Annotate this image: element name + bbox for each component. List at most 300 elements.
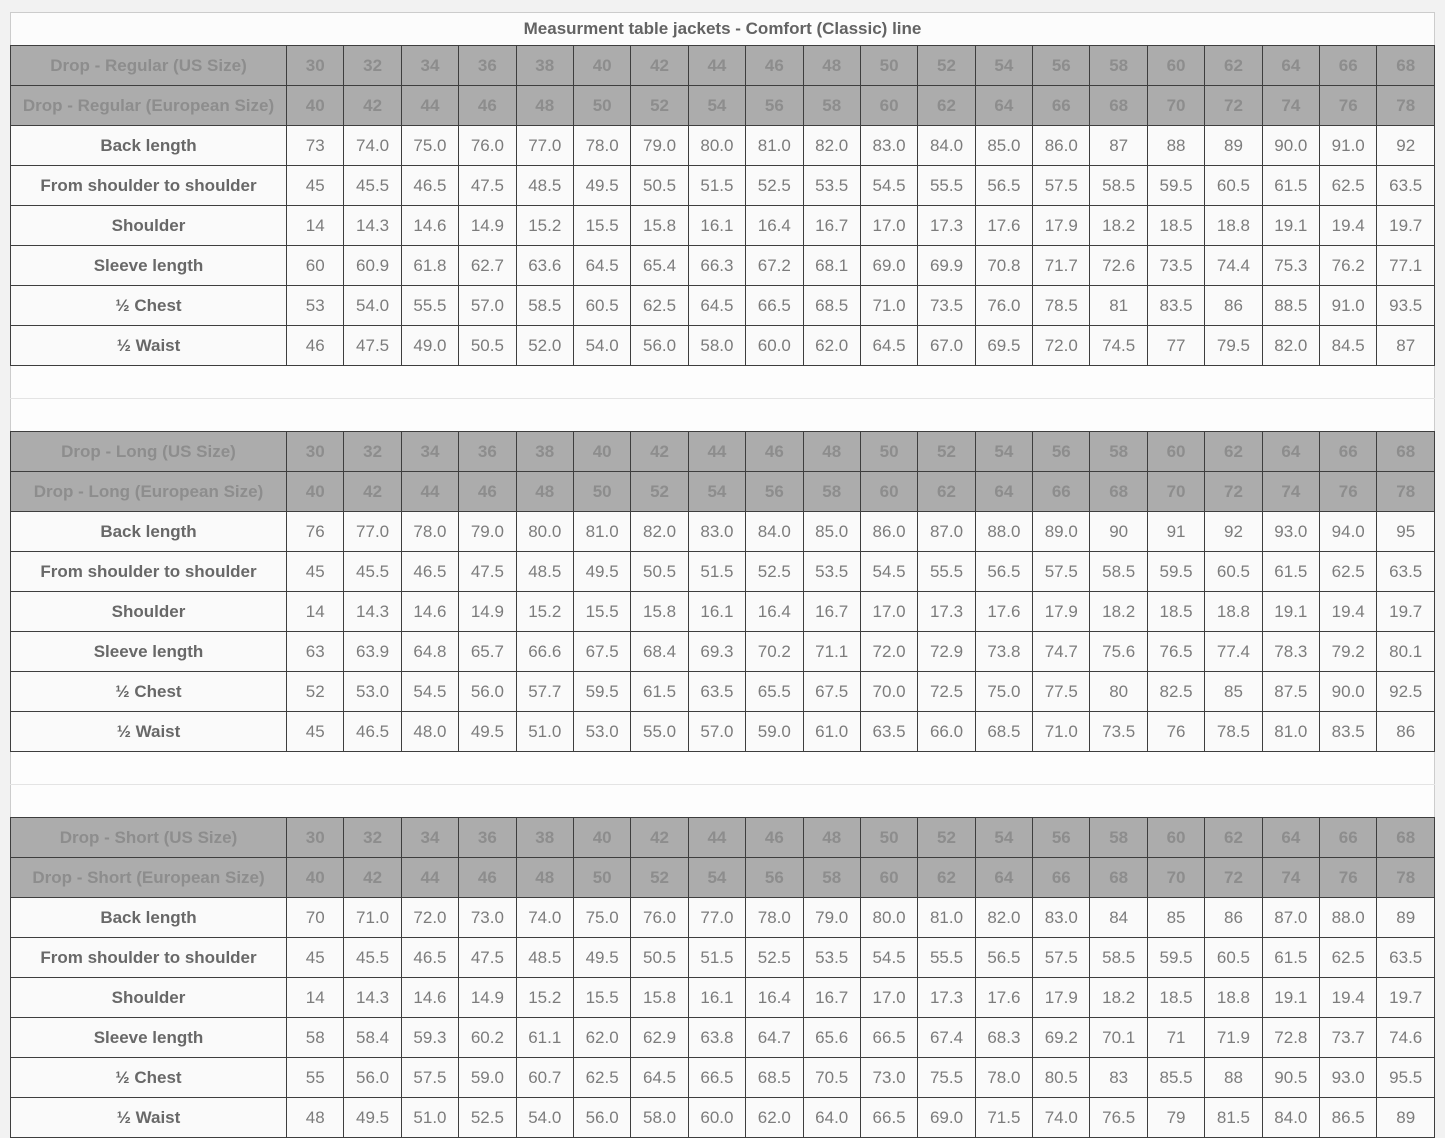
size-header-cell: 34 (401, 46, 458, 86)
measurement-value-cell: 92.5 (1377, 672, 1435, 712)
measurement-value-cell: 58.4 (344, 1018, 401, 1058)
measurement-value-cell: 77.5 (1033, 672, 1090, 712)
measurement-value-cell: 53.5 (803, 166, 860, 206)
measurement-value-cell: 62.5 (1320, 938, 1377, 978)
measurement-value-cell: 68.5 (975, 712, 1032, 752)
measurement-row (11, 592, 1435, 632)
measurement-value-cell: 16.1 (688, 206, 745, 246)
measurement-value-cell: 75.0 (573, 898, 630, 938)
measurement-value-cell: 59.3 (401, 1018, 458, 1058)
measurement-value-cell: 81.0 (918, 898, 975, 938)
measurement-value-cell: 59.5 (573, 672, 630, 712)
measurement-value-cell: 19.7 (1377, 206, 1435, 246)
measurement-row-label: From shoulder to shoulder (11, 938, 287, 978)
measurement-value-cell: 73 (287, 126, 344, 166)
measurement-value-cell: 72.0 (1033, 326, 1090, 366)
measurement-row-label: Back length (11, 512, 287, 552)
size-header-cell: 68 (1377, 46, 1435, 86)
size-header-cell: 62 (918, 858, 975, 898)
measurement-value-cell: 18.8 (1205, 978, 1262, 1018)
measurement-row-label: ½ Chest (11, 286, 287, 326)
measurement-value-cell: 58.5 (1090, 938, 1147, 978)
size-header-cell: 56 (746, 472, 803, 512)
size-header-cell: 60 (1147, 432, 1204, 472)
measurement-value-cell: 90.0 (1320, 672, 1377, 712)
size-header-cell: 40 (287, 86, 344, 126)
size-header-cell: 46 (459, 86, 516, 126)
size-header-cell: 64 (975, 472, 1032, 512)
measurement-value-cell: 63.5 (1377, 552, 1435, 592)
measurement-value-cell: 62.9 (631, 1018, 688, 1058)
section-row-label: Drop - Long (European Size) (11, 472, 287, 512)
measurement-value-cell: 15.5 (573, 206, 630, 246)
measurement-value-cell: 57.5 (1033, 938, 1090, 978)
measurement-value-cell: 85.0 (803, 512, 860, 552)
measurement-value-cell: 52.5 (746, 938, 803, 978)
measurement-value-cell: 65.4 (631, 246, 688, 286)
measurement-value-cell: 16.1 (688, 592, 745, 632)
size-header-cell: 54 (688, 86, 745, 126)
measurement-row (11, 206, 1435, 246)
size-header-cell: 78 (1377, 472, 1435, 512)
measurement-value-cell: 54.5 (401, 672, 458, 712)
measurement-value-cell: 75.5 (918, 1058, 975, 1098)
measurement-value-cell: 69.0 (918, 1098, 975, 1138)
measurement-value-cell: 50.5 (631, 552, 688, 592)
measurement-value-cell: 88 (1205, 1058, 1262, 1098)
size-header-cell: 52 (918, 432, 975, 472)
measurement-row-label: From shoulder to shoulder (11, 166, 287, 206)
measurement-value-cell: 87.5 (1262, 672, 1319, 712)
measurement-value-cell: 53.5 (803, 552, 860, 592)
measurement-value-cell: 56.0 (631, 326, 688, 366)
measurement-value-cell: 48.0 (401, 712, 458, 752)
measurement-value-cell: 55.5 (918, 938, 975, 978)
measurement-row (11, 938, 1435, 978)
measurement-value-cell: 80.0 (860, 898, 917, 938)
measurement-value-cell: 53.0 (573, 712, 630, 752)
measurement-value-cell: 73.5 (1147, 246, 1204, 286)
measurement-value-cell: 84.0 (918, 126, 975, 166)
measurement-row (11, 246, 1435, 286)
section-row-label: Drop - Regular (European Size) (11, 86, 287, 126)
measurement-value-cell: 19.7 (1377, 978, 1435, 1018)
size-header-row-eu (11, 86, 1435, 126)
measurement-row (11, 326, 1435, 366)
measurement-value-cell: 17.3 (918, 978, 975, 1018)
measurement-value-cell: 58.0 (631, 1098, 688, 1138)
measurement-value-cell: 63.5 (860, 712, 917, 752)
measurement-value-cell: 70.5 (803, 1058, 860, 1098)
measurement-value-cell: 68.3 (975, 1018, 1032, 1058)
measurement-value-cell: 62.0 (803, 326, 860, 366)
measurement-value-cell: 16.7 (803, 592, 860, 632)
measurement-value-cell: 16.7 (803, 206, 860, 246)
size-header-cell: 72 (1205, 472, 1262, 512)
measurement-value-cell: 78.3 (1262, 632, 1319, 672)
measurement-value-cell: 50.5 (631, 938, 688, 978)
measurement-value-cell: 83.5 (1320, 712, 1377, 752)
measurement-value-cell: 70.2 (746, 632, 803, 672)
size-header-cell: 40 (573, 432, 630, 472)
measurement-value-cell: 76 (1147, 712, 1204, 752)
section-spacer (11, 752, 1435, 785)
measurement-value-cell: 72.8 (1262, 1018, 1319, 1058)
measurement-value-cell: 90.0 (1262, 126, 1319, 166)
size-header-cell: 70 (1147, 86, 1204, 126)
measurement-value-cell: 74.0 (1033, 1098, 1090, 1138)
size-header-cell: 68 (1377, 818, 1435, 858)
measurement-value-cell: 54.0 (573, 326, 630, 366)
size-header-cell: 38 (516, 46, 573, 86)
measurement-row (11, 1098, 1435, 1138)
measurement-value-cell: 54.5 (860, 938, 917, 978)
measurement-value-cell: 51.0 (401, 1098, 458, 1138)
measurement-value-cell: 82.5 (1147, 672, 1204, 712)
size-header-cell: 44 (688, 46, 745, 86)
measurement-value-cell: 77.0 (344, 512, 401, 552)
measurement-value-cell: 15.5 (573, 978, 630, 1018)
size-header-cell: 52 (631, 472, 688, 512)
measurement-value-cell: 79.5 (1205, 326, 1262, 366)
measurement-value-cell: 49.5 (459, 712, 516, 752)
measurement-value-cell: 18.5 (1147, 592, 1204, 632)
measurement-value-cell: 67.2 (746, 246, 803, 286)
measurement-value-cell: 88.5 (1262, 286, 1319, 326)
measurement-value-cell: 18.2 (1090, 206, 1147, 246)
size-header-cell: 66 (1320, 46, 1377, 86)
measurement-value-cell: 18.5 (1147, 206, 1204, 246)
measurement-value-cell: 66.5 (860, 1018, 917, 1058)
measurement-value-cell: 80.1 (1377, 632, 1435, 672)
size-header-cell: 66 (1320, 818, 1377, 858)
measurement-value-cell: 17.9 (1033, 978, 1090, 1018)
size-header-cell: 58 (1090, 46, 1147, 86)
measurement-value-cell: 86.0 (1033, 126, 1090, 166)
measurement-value-cell: 62.0 (573, 1018, 630, 1058)
measurement-value-cell: 86.0 (860, 512, 917, 552)
measurement-value-cell: 86.5 (1320, 1098, 1377, 1138)
measurement-value-cell: 83.0 (688, 512, 745, 552)
measurement-value-cell: 85 (1205, 672, 1262, 712)
measurement-value-cell: 91 (1147, 512, 1204, 552)
measurement-value-cell: 66.5 (746, 286, 803, 326)
size-header-cell: 56 (746, 86, 803, 126)
measurement-value-cell: 80.0 (516, 512, 573, 552)
measurement-value-cell: 45 (287, 166, 344, 206)
size-header-cell: 44 (401, 858, 458, 898)
measurement-value-cell: 52.5 (746, 166, 803, 206)
size-header-cell: 44 (688, 432, 745, 472)
measurement-value-cell: 75.6 (1090, 632, 1147, 672)
measurement-value-cell: 89.0 (1033, 512, 1090, 552)
size-header-cell: 68 (1090, 86, 1147, 126)
measurement-row-label: ½ Waist (11, 712, 287, 752)
measurement-value-cell: 53.5 (803, 938, 860, 978)
measurement-value-cell: 88.0 (975, 512, 1032, 552)
size-header-cell: 52 (918, 46, 975, 86)
section-spacer-cell (11, 399, 1435, 432)
measurement-value-cell: 71.5 (975, 1098, 1032, 1138)
measurement-value-cell: 86 (1205, 898, 1262, 938)
measurement-value-cell: 58.5 (1090, 166, 1147, 206)
measurement-value-cell: 79 (1147, 1098, 1204, 1138)
measurement-value-cell: 67.4 (918, 1018, 975, 1058)
measurement-value-cell: 77.1 (1377, 246, 1435, 286)
measurement-value-cell: 59.5 (1147, 552, 1204, 592)
measurement-value-cell: 16.4 (746, 978, 803, 1018)
measurement-value-cell: 84.0 (746, 512, 803, 552)
size-header-cell: 30 (287, 46, 344, 86)
measurement-value-cell: 83.0 (1033, 898, 1090, 938)
section-spacer-cell (11, 366, 1435, 399)
section-spacer (11, 785, 1435, 818)
measurement-value-cell: 64.0 (803, 1098, 860, 1138)
measurement-value-cell: 90 (1090, 512, 1147, 552)
size-header-cell: 44 (401, 86, 458, 126)
measurement-value-cell: 17.9 (1033, 206, 1090, 246)
size-header-cell: 58 (803, 472, 860, 512)
measurement-value-cell: 18.2 (1090, 592, 1147, 632)
measurement-row (11, 1018, 1435, 1058)
measurement-value-cell: 49.5 (344, 1098, 401, 1138)
measurement-row-label: ½ Chest (11, 1058, 287, 1098)
measurement-value-cell: 52 (287, 672, 344, 712)
measurement-value-cell: 81.0 (573, 512, 630, 552)
size-header-cell: 56 (1033, 432, 1090, 472)
measurement-value-cell: 60.5 (573, 286, 630, 326)
measurement-value-cell: 50.5 (631, 166, 688, 206)
size-header-cell: 68 (1377, 432, 1435, 472)
measurement-value-cell: 77.0 (516, 126, 573, 166)
size-header-cell: 66 (1320, 432, 1377, 472)
size-header-cell: 62 (918, 472, 975, 512)
measurement-value-cell: 45.5 (344, 552, 401, 592)
size-header-cell: 58 (803, 86, 860, 126)
measurement-value-cell: 88.0 (1320, 898, 1377, 938)
measurement-value-cell: 64.7 (746, 1018, 803, 1058)
measurement-value-cell: 19.1 (1262, 592, 1319, 632)
measurement-value-cell: 50.5 (459, 326, 516, 366)
measurement-value-cell: 71.7 (1033, 246, 1090, 286)
size-header-cell: 64 (1262, 432, 1319, 472)
measurement-value-cell: 46.5 (401, 552, 458, 592)
measurement-value-cell: 16.4 (746, 592, 803, 632)
measurement-value-cell: 74.0 (344, 126, 401, 166)
measurement-value-cell: 73.5 (1090, 712, 1147, 752)
measurement-row-label: Sleeve length (11, 246, 287, 286)
measurement-value-cell: 66.0 (918, 712, 975, 752)
measurement-value-cell: 48 (287, 1098, 344, 1138)
size-header-cell: 76 (1320, 86, 1377, 126)
measurement-value-cell: 67.0 (918, 326, 975, 366)
measurement-value-cell: 54.0 (516, 1098, 573, 1138)
size-header-cell: 48 (516, 86, 573, 126)
measurement-value-cell: 77 (1147, 326, 1204, 366)
measurement-value-cell: 71.0 (344, 898, 401, 938)
measurement-row (11, 632, 1435, 672)
size-header-row-us (11, 818, 1435, 858)
size-header-cell: 40 (287, 472, 344, 512)
size-header-cell: 46 (746, 432, 803, 472)
measurement-value-cell: 61.5 (1262, 938, 1319, 978)
measurement-value-cell: 57.7 (516, 672, 573, 712)
measurement-row (11, 126, 1435, 166)
measurement-row (11, 286, 1435, 326)
measurement-value-cell: 14 (287, 206, 344, 246)
measurement-row-label: Shoulder (11, 592, 287, 632)
measurement-value-cell: 80 (1090, 672, 1147, 712)
measurement-value-cell: 73.0 (459, 898, 516, 938)
measurement-value-cell: 78.0 (975, 1058, 1032, 1098)
size-header-cell: 52 (631, 858, 688, 898)
size-header-cell: 58 (1090, 432, 1147, 472)
size-header-row-eu (11, 472, 1435, 512)
size-header-cell: 48 (803, 818, 860, 858)
size-header-cell: 42 (344, 86, 401, 126)
measurement-value-cell: 62.0 (746, 1098, 803, 1138)
size-header-cell: 30 (287, 432, 344, 472)
size-header-cell: 54 (688, 858, 745, 898)
measurement-value-cell: 14 (287, 978, 344, 1018)
measurement-value-cell: 81.5 (1205, 1098, 1262, 1138)
size-header-cell: 66 (1033, 858, 1090, 898)
measurement-value-cell: 83 (1090, 1058, 1147, 1098)
measurement-value-cell: 56.5 (975, 552, 1032, 592)
measurement-value-cell: 71.0 (1033, 712, 1090, 752)
measurement-value-cell: 14.3 (344, 206, 401, 246)
measurement-value-cell: 86 (1377, 712, 1435, 752)
measurement-value-cell: 91.0 (1320, 126, 1377, 166)
measurement-value-cell: 92 (1377, 126, 1435, 166)
size-header-cell: 76 (1320, 858, 1377, 898)
measurement-value-cell: 63.6 (516, 246, 573, 286)
measurement-value-cell: 78.0 (573, 126, 630, 166)
measurement-value-cell: 93.5 (1377, 286, 1435, 326)
size-header-cell: 50 (860, 818, 917, 858)
measurement-value-cell: 83.0 (860, 126, 917, 166)
size-header-cell: 46 (459, 472, 516, 512)
size-header-cell: 54 (975, 46, 1032, 86)
measurement-value-cell: 54.5 (860, 166, 917, 206)
measurement-value-cell: 19.1 (1262, 206, 1319, 246)
measurement-value-cell: 57.0 (688, 712, 745, 752)
size-header-cell: 54 (975, 432, 1032, 472)
size-header-cell: 56 (746, 858, 803, 898)
measurement-value-cell: 56.5 (975, 938, 1032, 978)
table-title: Measurment table jackets - Comfort (Classic) line (11, 13, 1435, 46)
measurement-value-cell: 63.5 (1377, 166, 1435, 206)
size-header-cell: 78 (1377, 858, 1435, 898)
measurement-row (11, 672, 1435, 712)
size-header-cell: 62 (918, 86, 975, 126)
measurement-value-cell: 88 (1147, 126, 1204, 166)
measurement-value-cell: 63.5 (1377, 938, 1435, 978)
measurement-value-cell: 71.0 (860, 286, 917, 326)
measurement-value-cell: 76.0 (631, 898, 688, 938)
measurement-row-label: Back length (11, 126, 287, 166)
measurement-value-cell: 17.6 (975, 592, 1032, 632)
measurement-value-cell: 74.7 (1033, 632, 1090, 672)
measurement-value-cell: 60.5 (1205, 166, 1262, 206)
measurement-value-cell: 15.5 (573, 592, 630, 632)
table-title-row (11, 13, 1435, 46)
measurement-value-cell: 76.0 (975, 286, 1032, 326)
size-header-cell: 66 (1033, 86, 1090, 126)
measurement-value-cell: 81.0 (1262, 712, 1319, 752)
measurement-value-cell: 87.0 (1262, 898, 1319, 938)
measurement-row (11, 978, 1435, 1018)
measurement-value-cell: 51.0 (516, 712, 573, 752)
measurement-value-cell: 64.5 (631, 1058, 688, 1098)
size-header-cell: 70 (1147, 472, 1204, 512)
measurement-value-cell: 53.0 (344, 672, 401, 712)
measurement-value-cell: 45 (287, 712, 344, 752)
measurement-value-cell: 61.5 (1262, 166, 1319, 206)
measurement-value-cell: 60 (287, 246, 344, 286)
size-header-cell: 50 (573, 86, 630, 126)
measurement-value-cell: 14 (287, 592, 344, 632)
measurement-value-cell: 17.0 (860, 592, 917, 632)
measurement-value-cell: 57.5 (401, 1058, 458, 1098)
section-row-label: Drop - Short (European Size) (11, 858, 287, 898)
measurement-value-cell: 73.8 (975, 632, 1032, 672)
measurement-value-cell: 56.0 (573, 1098, 630, 1138)
measurement-value-cell: 62.5 (1320, 552, 1377, 592)
measurement-value-cell: 63.8 (688, 1018, 745, 1058)
section-spacer (11, 399, 1435, 432)
measurement-value-cell: 17.0 (860, 206, 917, 246)
measurement-row-label: Back length (11, 898, 287, 938)
measurement-value-cell: 17.6 (975, 978, 1032, 1018)
measurement-value-cell: 82.0 (803, 126, 860, 166)
measurement-value-cell: 54.0 (344, 286, 401, 326)
measurement-row (11, 552, 1435, 592)
measurement-value-cell: 45.5 (344, 166, 401, 206)
measurement-value-cell: 82.0 (631, 512, 688, 552)
measurement-value-cell: 69.2 (1033, 1018, 1090, 1058)
measurement-value-cell: 15.2 (516, 978, 573, 1018)
measurement-value-cell: 60.5 (1205, 552, 1262, 592)
measurement-row-label: ½ Chest (11, 672, 287, 712)
measurement-value-cell: 71 (1147, 1018, 1204, 1058)
size-header-cell: 34 (401, 432, 458, 472)
measurement-value-cell: 47.5 (459, 552, 516, 592)
measurement-value-cell: 67.5 (803, 672, 860, 712)
measurement-value-cell: 61.1 (516, 1018, 573, 1058)
measurement-value-cell: 66.5 (688, 1058, 745, 1098)
measurement-value-cell: 14.6 (401, 592, 458, 632)
measurement-value-cell: 14.9 (459, 592, 516, 632)
measurement-value-cell: 51.5 (688, 938, 745, 978)
measurement-value-cell: 89 (1377, 1098, 1435, 1138)
measurement-value-cell: 18.8 (1205, 206, 1262, 246)
measurement-value-cell: 46 (287, 326, 344, 366)
size-header-cell: 74 (1262, 86, 1319, 126)
measurement-value-cell: 82.0 (975, 898, 1032, 938)
measurement-value-cell: 75.0 (975, 672, 1032, 712)
size-header-cell: 42 (344, 858, 401, 898)
measurement-value-cell: 62.7 (459, 246, 516, 286)
measurement-value-cell: 61.8 (401, 246, 458, 286)
measurement-row (11, 712, 1435, 752)
measurement-value-cell: 14.3 (344, 978, 401, 1018)
measurement-value-cell: 55.5 (918, 166, 975, 206)
measurement-value-cell: 80.5 (1033, 1058, 1090, 1098)
measurement-value-cell: 19.4 (1320, 206, 1377, 246)
measurement-value-cell: 66.3 (688, 246, 745, 286)
measurement-value-cell: 65.5 (746, 672, 803, 712)
